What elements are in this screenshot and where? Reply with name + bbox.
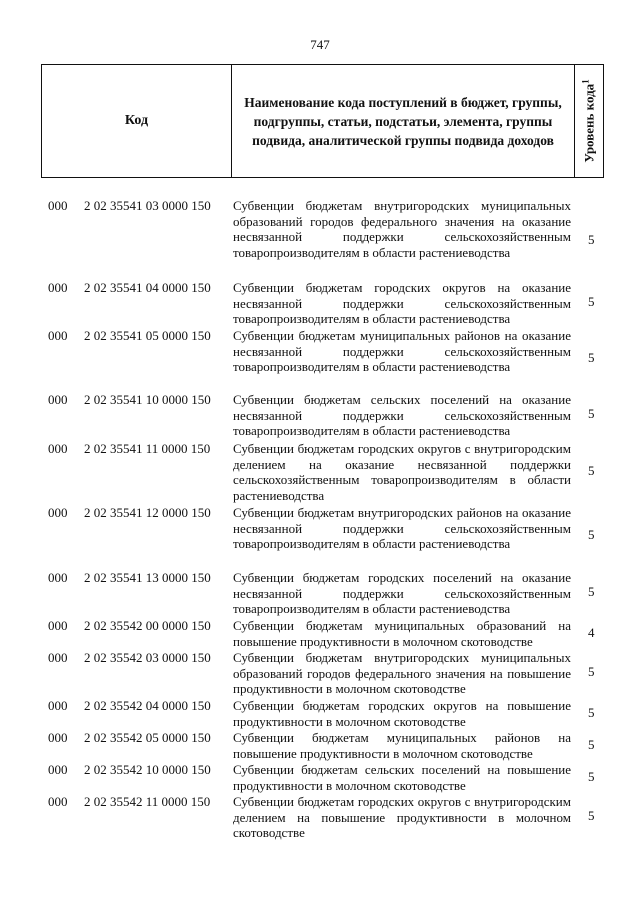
row-prefix: 000: [48, 794, 68, 809]
row-prefix: 000: [48, 198, 68, 213]
row-code: 2 02 35542 03 0000 150: [84, 650, 211, 665]
row-level: 5: [588, 737, 595, 752]
row-description: Субвенции бюджетам городских округов с внутригородским делением на оказание несвязанной поддержки сельскохозяйственным товаропроизводителям в области растениеводства: [233, 441, 571, 503]
row-level: 5: [588, 406, 595, 421]
header-name: Наименование кода поступлений в бюджет, группы, подгруппы, статьи, подстатьи, элемента, группы подвида, аналитической группы подвида доходов: [232, 65, 575, 177]
row-level: 5: [588, 584, 595, 599]
row-prefix: 000: [48, 698, 68, 713]
row-level: 5: [588, 463, 595, 478]
row-level: 5: [588, 350, 595, 365]
row-code: 2 02 35541 10 0000 150: [84, 392, 211, 407]
row-level: 5: [588, 527, 595, 542]
row-description: Субвенции бюджетам городских округов на оказание несвязанной поддержки сельскохозяйственным товаропроизводителям в области растениеводства: [233, 280, 571, 326]
page-number: 747: [310, 37, 330, 52]
row-level: 4: [588, 625, 595, 640]
row-description: Субвенции бюджетам муниципальных районов на оказание несвязанной поддержки сельскохозяйственным товаропроизводителям в области растениеводства: [233, 328, 571, 374]
header-level-label: Уровень кода: [581, 83, 597, 163]
row-code: 2 02 35541 11 0000 150: [84, 441, 211, 456]
row-code: 2 02 35542 10 0000 150: [84, 762, 211, 777]
row-description: Субвенции бюджетам внутригородских районов на оказание несвязанной поддержки сельскохозяйственным товаропроизводителям в области растениеводства: [233, 505, 571, 551]
row-code: 2 02 35541 05 0000 150: [84, 328, 211, 343]
row-code: 2 02 35542 04 0000 150: [84, 698, 211, 713]
row-level: 5: [588, 232, 595, 247]
row-code: 2 02 35541 12 0000 150: [84, 505, 211, 520]
row-prefix: 000: [48, 392, 68, 407]
row-prefix: 000: [48, 505, 68, 520]
row-description: Субвенции бюджетам внутригородских муниципальных образований городов федерального значения на повышение продуктивности в молочном скотоводстве: [233, 650, 571, 696]
row-prefix: 000: [48, 328, 68, 343]
row-level: 5: [588, 808, 595, 823]
row-code: 2 02 35542 11 0000 150: [84, 794, 211, 809]
row-level: 5: [588, 664, 595, 679]
row-description: Субвенции бюджетам городских округов с внутригородским делением на повышение продуктивности в молочном скотоводстве: [233, 794, 571, 840]
row-prefix: 000: [48, 280, 68, 295]
header-level-text: [580, 79, 597, 162]
row-description: Субвенции бюджетам муниципальных образований на повышение продуктивности в молочном скотоводстве: [233, 618, 571, 649]
row-code: 2 02 35541 03 0000 150: [84, 198, 211, 213]
row-prefix: 000: [48, 570, 68, 585]
row-description: Субвенции бюджетам внутригородских муниципальных образований городов федерального значения на оказание несвязанной поддержки сельскохозяйственным товаропроизводителям в области растениеводства: [233, 198, 571, 260]
row-code: 2 02 35542 05 0000 150: [84, 730, 211, 745]
row-prefix: 000: [48, 730, 68, 745]
header-level-footnote: 1: [580, 79, 591, 84]
row-level: 5: [588, 705, 595, 720]
row-description: Субвенции бюджетам сельских поселений на повышение продуктивности в молочном скотоводстве: [233, 762, 571, 793]
row-prefix: 000: [48, 441, 68, 456]
row-prefix: 000: [48, 650, 68, 665]
row-description: Субвенции бюджетам муниципальных районов на повышение продуктивности в молочном скотоводстве: [233, 730, 571, 761]
header-level: [575, 65, 603, 177]
row-code: 2 02 35542 00 0000 150: [84, 618, 211, 633]
row-description: Субвенции бюджетам сельских поселений на оказание несвязанной поддержки сельскохозяйственным товаропроизводителям в области растениеводства: [233, 392, 571, 438]
row-code: 2 02 35541 13 0000 150: [84, 570, 211, 585]
row-prefix: 000: [48, 618, 68, 633]
row-code: 2 02 35541 04 0000 150: [84, 280, 211, 295]
row-level: 5: [588, 294, 595, 309]
row-level: 5: [588, 769, 595, 784]
row-prefix: 000: [48, 762, 68, 777]
row-description: Субвенции бюджетам городских округов на повышение продуктивности в молочном скотоводстве: [233, 698, 571, 729]
table-header: [41, 64, 604, 178]
row-description: Субвенции бюджетам городских поселений на оказание несвязанной поддержки сельскохозяйственным товаропроизводителям в области растениеводства: [233, 570, 571, 616]
header-code: Код: [42, 65, 232, 177]
